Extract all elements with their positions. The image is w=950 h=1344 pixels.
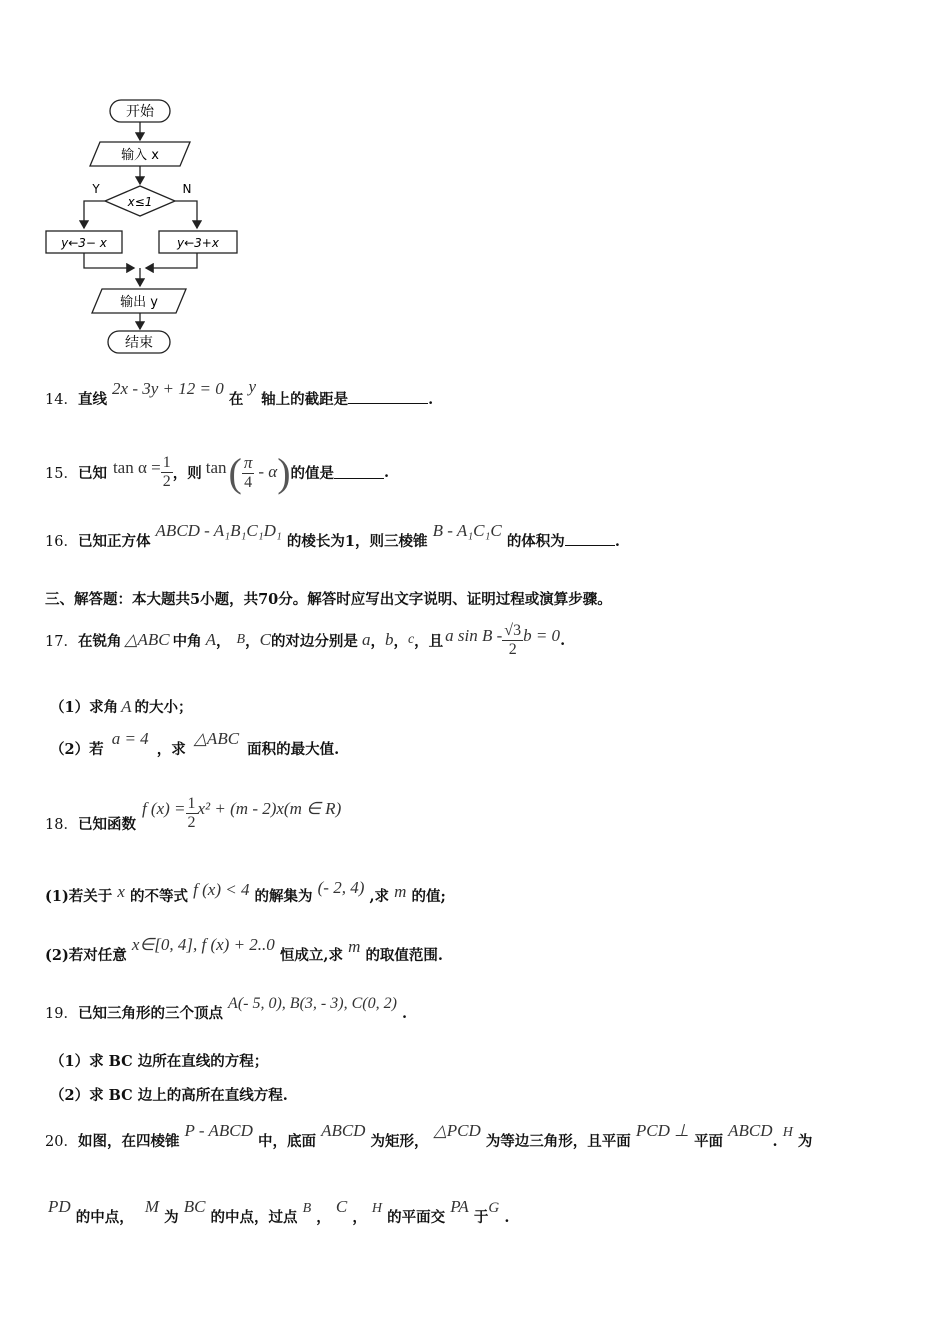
flow-no-branch-label: y←3+x [177, 236, 219, 250]
q19-part-1: （1）求 BC 边所在直线的方程； [50, 1053, 269, 1070]
q18-part-2: (2)若对任意 x∈[0, 4], f (x) + 2..0 恒成立,求 m 的取值范围. [45, 935, 443, 964]
q19-part-2: （2）求 BC 边上的高所在直线方程. [50, 1087, 288, 1104]
question-20: 20．如图，在四棱锥 P - ABCD 中，底面 ABCD 为矩形， △PCD 为等边三角形，且平面 PCD ⊥ 平面 ABCD. H 为 [45, 1121, 813, 1150]
q14-equation: 2x - 3y + 12 = 0 [112, 379, 224, 398]
flow-input-label: 输入 x [121, 148, 159, 163]
q17-part-2: （2）若 a = 4 ，求 △ABC 面积的最大值. [50, 729, 340, 758]
flow-output-label: 输出 y [120, 295, 158, 310]
q14-number: 14． [45, 392, 78, 408]
flow-condition-label: x≤1 [127, 195, 153, 209]
question-19: 19．已知三角形的三个顶点 A(- 5, 0), B(3, - 3), C(0, 2) . [45, 995, 408, 1022]
flow-no-label: N [182, 182, 192, 196]
flowchart [40, 95, 250, 365]
q17-part-1: （1）求角 A 的大小； [50, 697, 193, 716]
flow-start-label: 开始 [126, 104, 154, 120]
q18-part-1: (1)若关于 x 的不等式 f (x) < 4 的解集为 (- 2, 4) ,求 m 的值; [45, 878, 446, 905]
q18-fraction: $\frac{1}{2}$ [187, 794, 196, 831]
section-heading: 三、解答题：本大题共5小题，共70分。解答时应写出文字说明、证明过程或演算步骤。 [45, 591, 612, 608]
q20-line-2: PD 的中点， M 为 BC 的中点，过点 B ， C ， H 的平面交 PA 于G . [48, 1197, 510, 1226]
question-18: 18． 已知函数 f (x) = $\frac{1}{2}$ x² + (m - 2)x(m ∈ R) [45, 794, 342, 833]
answer-blank [334, 466, 384, 479]
answer-blank [348, 391, 428, 404]
flow-end-label: 结束 [125, 335, 153, 351]
q16-cube: ABCD - A₁B₁C₁D₁ [155, 521, 282, 540]
answer-blank [565, 533, 615, 546]
question-14: 14．直线 2x - 3y + 12 = 0 在 y 轴上的截距是 . [45, 377, 434, 408]
q16-pyramid: B - A₁C₁C [432, 521, 502, 540]
flow-yes-branch-label: y←3− x [61, 236, 107, 250]
q15-fraction-2: $\frac{\pi}{4}$ [243, 452, 253, 491]
q15-fraction-1: $\frac{1}{2}$ [162, 453, 171, 490]
flow-yes-label: Y [92, 182, 100, 196]
q17-fraction: $\frac{√3}{2}$ [504, 621, 522, 658]
question-15: 15． 已知 tan α = $\frac{1}{2}$ ，则 tan ( $\frac{\pi}{4}$ - α ) 的值是 . [45, 449, 390, 495]
question-16: 16．已知正方体 ABCD - A₁B₁C₁D₁ 的棱长为1，则三棱锥 B - A₁C₁C 的体积为 . [45, 521, 620, 550]
question-17: 17． 在锐角 △ABC 中角 A ， B ， C 的对边分别是 a ， b ， c ，且 a sin B - $\frac{√3}{2}$ b = 0 . [45, 621, 566, 658]
